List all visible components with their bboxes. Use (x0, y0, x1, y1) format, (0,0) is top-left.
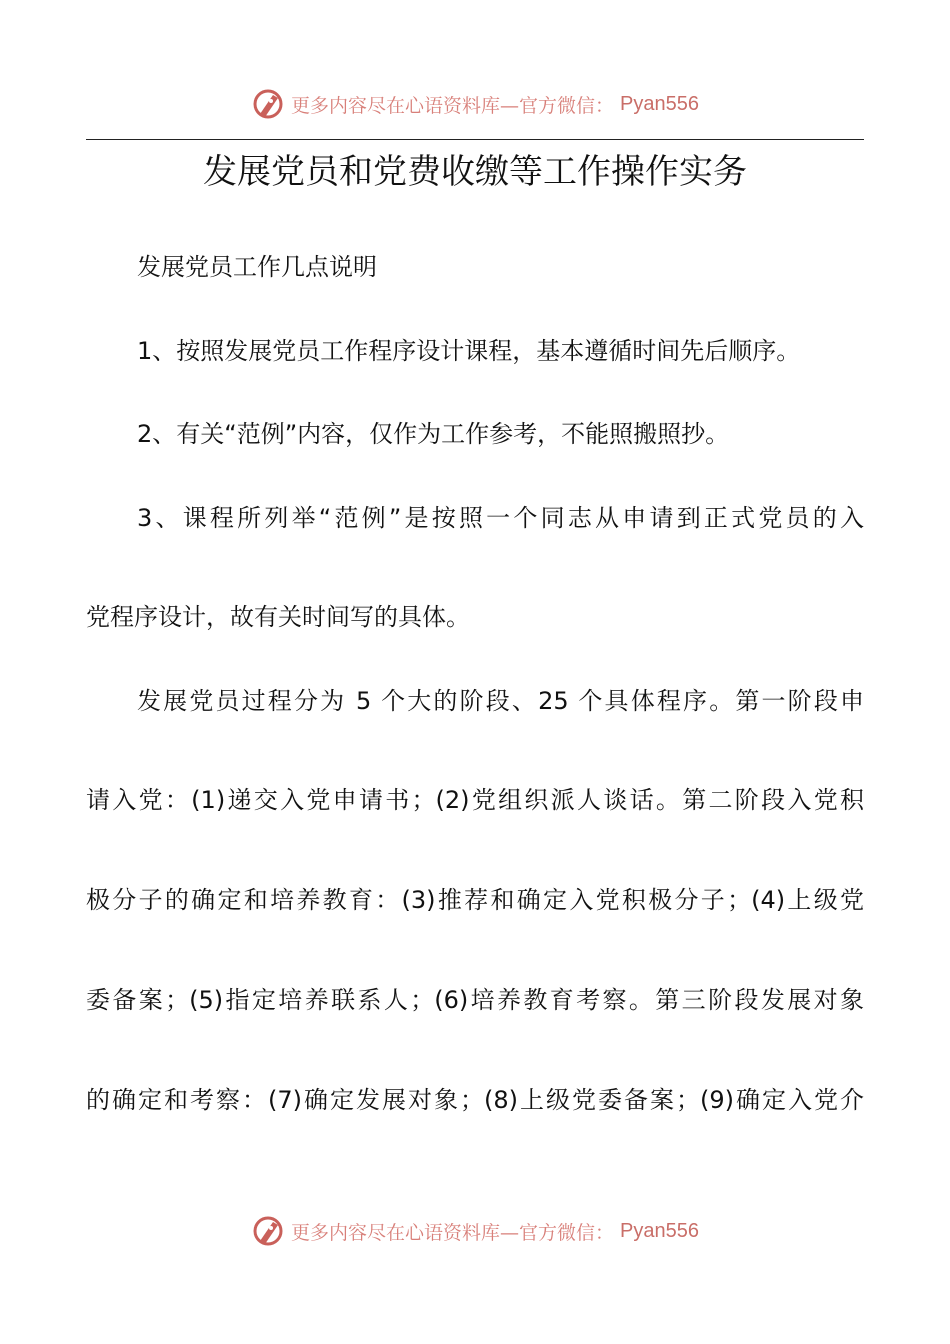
pen-nib-logo-icon (251, 1214, 285, 1248)
watermark-account: Pyan556 (620, 1219, 699, 1242)
watermark-account: Pyan556 (620, 92, 699, 115)
paragraph-line: 请入党：(1)递交入党申请书；(2)党组织派人谈话。第二阶段入党积 (86, 786, 864, 814)
paragraph-line: 委备案；(5)指定培养联系人；(6)培养教育考察。第三阶段发展对象 (86, 986, 864, 1014)
header-rule (86, 139, 864, 140)
paragraph-line: 发展党员过程分为 5 个大的阶段、25 个具体程序。第一阶段申 (137, 687, 864, 715)
watermark-text: 更多内容尽在心语资料库—官方微信： (291, 1221, 615, 1244)
footer-watermark (0, 1211, 950, 1251)
paragraph-line: 极分子的确定和培养教育：(3)推荐和确定入党积极分子；(4)上级党 (86, 886, 864, 914)
paragraph-line: 的确定和考察：(7)确定发展对象；(8)上级党委备案；(9)确定入党介 (86, 1086, 864, 1114)
pen-nib-logo-icon (251, 87, 285, 121)
watermark-text: 更多内容尽在心语资料库—官方微信： (291, 94, 615, 117)
paragraph-line: 3、课程所列举“范例”是按照一个同志从申请到正式党员的入 (137, 504, 864, 532)
paragraph-line: 党程序设计，故有关时间写的具体。 (86, 603, 470, 631)
paragraph-line: 1、按照发展党员工作程序设计课程，基本遵循时间先后顺序。 (137, 337, 801, 365)
paragraph-line: 2、有关“范例”内容，仅作为工作参考，不能照搬照抄。 (137, 420, 730, 448)
section-heading: 发展党员工作几点说明 (137, 253, 377, 281)
header-watermark (0, 84, 950, 124)
document-title: 发展党员和党费收缴等工作操作实务 (203, 152, 747, 192)
